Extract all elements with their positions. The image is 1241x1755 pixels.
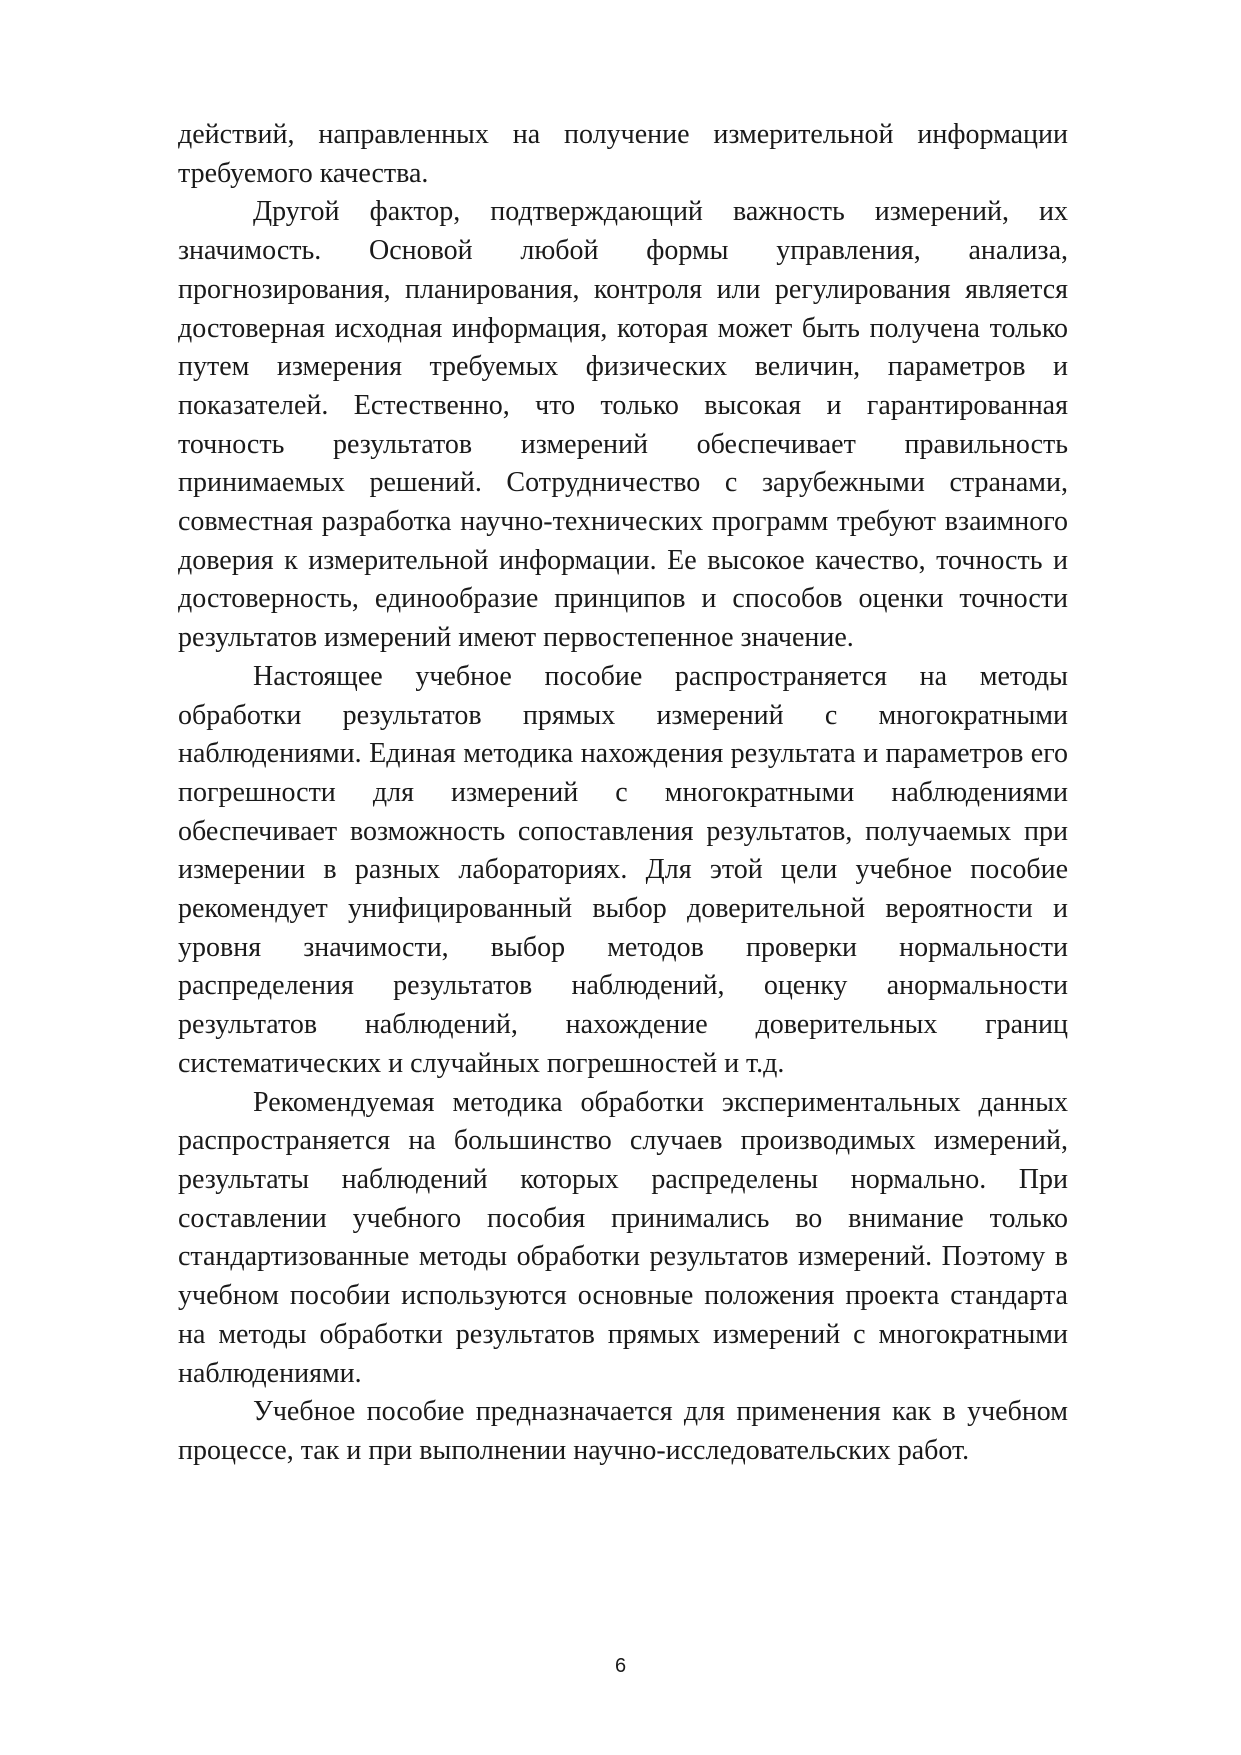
paragraph-continuation: действий, направленных на получение измерительной информации требуемого качества.: [178, 119, 1068, 189]
paragraph-manual-purpose: Учебное пособие предназначается для применения как в учебном процессе, так и при выполнении научно-исследовательских работ.: [178, 1396, 1068, 1466]
body-text: [178, 116, 1068, 1471]
paragraph-measurement-importance: Другой фактор, подтверждающий важность измерений, их значимость. Основой любой формы управления, анализа, прогнозирования, планирования, контроля или регулирования является достоверная исходная информация, которая может быть получена только путем измерения требуемых физических величин, параметров и показателей. Естественно, что только высокая и гарантированная точность результатов измерений обеспечивает правильность принимаемых решений. Сотрудничество с зарубежными странами, совместная разработка научно-технических программ требуют взаимного доверия к измерительной информации. Ее высокое качество, точность и достоверность, единообразие принципов и способов оценки точности результатов измерений имеют первостепенное значение.: [178, 196, 1068, 654]
page-number: 6: [614, 1655, 627, 1677]
paragraph-manual-scope: Настоящее учебное пособие распространяется на методы обработки результатов прямых измерений с многократными наблюдениями. Единая методика нахождения результата и параметров его погрешности для измерений с многократными наблюдениями обеспечивает возможность сопоставления результатов, получаемых при измерении в разных лабораториях. Для этой цели учебное пособие рекомендует унифицированный выбор доверительной вероятности и уровня значимости, выбор методов проверки нормальности распределения результатов наблюдений, оценку анормальности результатов наблюдений, нахождение доверительных границ систематических и случайных погрешностей и т.д.: [178, 660, 1068, 1079]
paragraph-recommended-method: Рекомендуемая методика обработки экспериментальных данных распространяется на большинство случаев производимых измерений, результаты наблюдений которых распределены нормально. При составлении учебного пособия принимались во внимание только стандартизованные методы обработки результатов измерений. Поэтому в учебном пособии используются основные положения проекта стандарта на методы обработки результатов прямых измерений с многократными наблюдениями.: [178, 1086, 1068, 1389]
